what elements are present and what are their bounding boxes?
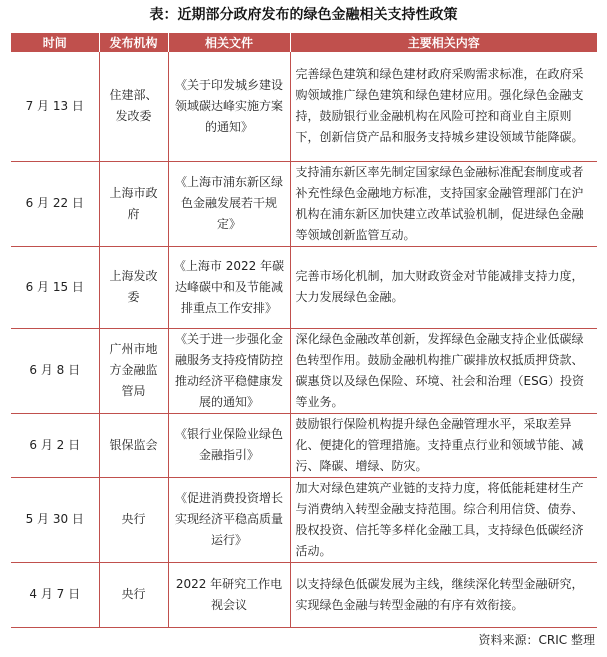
cell-content: 鼓励银行保险机构提升绿色金融管理水平，采取差异化、便捷化的管理措施。支持重点行业和领域节能、减污、降碳、增绿、防灾。 (290, 413, 597, 477)
cell-org: 上海市政府 (99, 161, 168, 246)
table-row (11, 328, 597, 413)
header-org: 发布机构 (99, 33, 168, 52)
cell-doc: 2022 年研究工作电视会议 (168, 562, 290, 627)
cell-content: 深化绿色金融改革创新，发挥绿色金融支持企业低碳绿色转型作用。鼓励金融机构推广碳排放权抵质押贷款、碳惠贷以及绿色保险、环境、社会和治理（ESG）投资等业务。 (290, 328, 597, 413)
header-doc: 相关文件 (168, 33, 290, 52)
cell-org: 上海发改委 (99, 246, 168, 328)
table-row (11, 52, 597, 161)
table-header-row (11, 33, 597, 52)
cell-org: 银保监会 (99, 413, 168, 477)
source-note: 资料来源：CRIC 整理 (478, 633, 595, 647)
cell-doc: 《银行业保险业绿色金融指引》 (168, 413, 290, 477)
cell-content: 以支持绿色低碳发展为主线，继续深化转型金融研究，实现绿色金融与转型金融的有序有效衔接。 (290, 562, 597, 627)
cell-date: 5 月 30 日 (11, 477, 99, 562)
cell-doc: 《上海市浦东新区绿色金融发展若干规定》 (168, 161, 290, 246)
cell-doc: 《关于印发城乡建设领域碳达峰实施方案的通知》 (168, 52, 290, 161)
cell-content: 完善市场化机制，加大财政资金对节能减排支持力度，大力发展绿色金融。 (290, 246, 597, 328)
table-row (11, 562, 597, 627)
cell-date: 7 月 13 日 (11, 52, 99, 161)
cell-content: 完善绿色建筑和绿色建材政府采购需求标准，在政府采购领域推广绿色建筑和绿色建材应用。强化绿色金融支持，鼓励银行业金融机构在风险可控和商业自主原则下，创新信贷产品和服务支持城乡建设领域节能降碳。 (290, 52, 597, 161)
cell-date: 6 月 15 日 (11, 246, 99, 328)
table-row (11, 246, 597, 328)
cell-org: 住建部、发改委 (99, 52, 168, 161)
policy-table (11, 33, 597, 628)
table-row (11, 161, 597, 246)
table-title: 表：近期部分政府发布的绿色金融相关支持性政策 (149, 7, 458, 23)
header-date: 时间 (11, 33, 99, 52)
cell-doc: 《上海市 2022 年碳达峰碳中和及节能减排重点工作安排》 (168, 246, 290, 328)
cell-doc: 《关于进一步强化金融服务支持疫情防控推动经济平稳健康发展的通知》 (168, 328, 290, 413)
cell-date: 6 月 22 日 (11, 161, 99, 246)
cell-doc: 《促进消费投资增长 实现经济平稳高质量运行》 (168, 477, 290, 562)
table-row (11, 477, 597, 562)
cell-date: 6 月 8 日 (11, 328, 99, 413)
cell-content: 加大对绿色建筑产业链的支持力度，将低能耗建材生产与消费纳入转型金融支持范围。综合利用信贷、债券、股权投资、信托等多样化金融工具，支持绿色低碳经济活动。 (290, 477, 597, 562)
table-row (11, 413, 597, 477)
cell-org: 央行 (99, 562, 168, 627)
cell-org: 央行 (99, 477, 168, 562)
cell-org: 广州市地方金融监管局 (99, 328, 168, 413)
header-content: 主要相关内容 (290, 33, 597, 52)
cell-date: 4 月 7 日 (11, 562, 99, 627)
cell-date: 6 月 2 日 (11, 413, 99, 477)
cell-content: 支持浦东新区率先制定国家绿色金融标准配套制度或者补充性绿色金融地方标准，支持国家金融管理部门在沪机构在浦东新区加快建立改革试验机制，促进绿色金融等领域创新监管互动。 (290, 161, 597, 246)
